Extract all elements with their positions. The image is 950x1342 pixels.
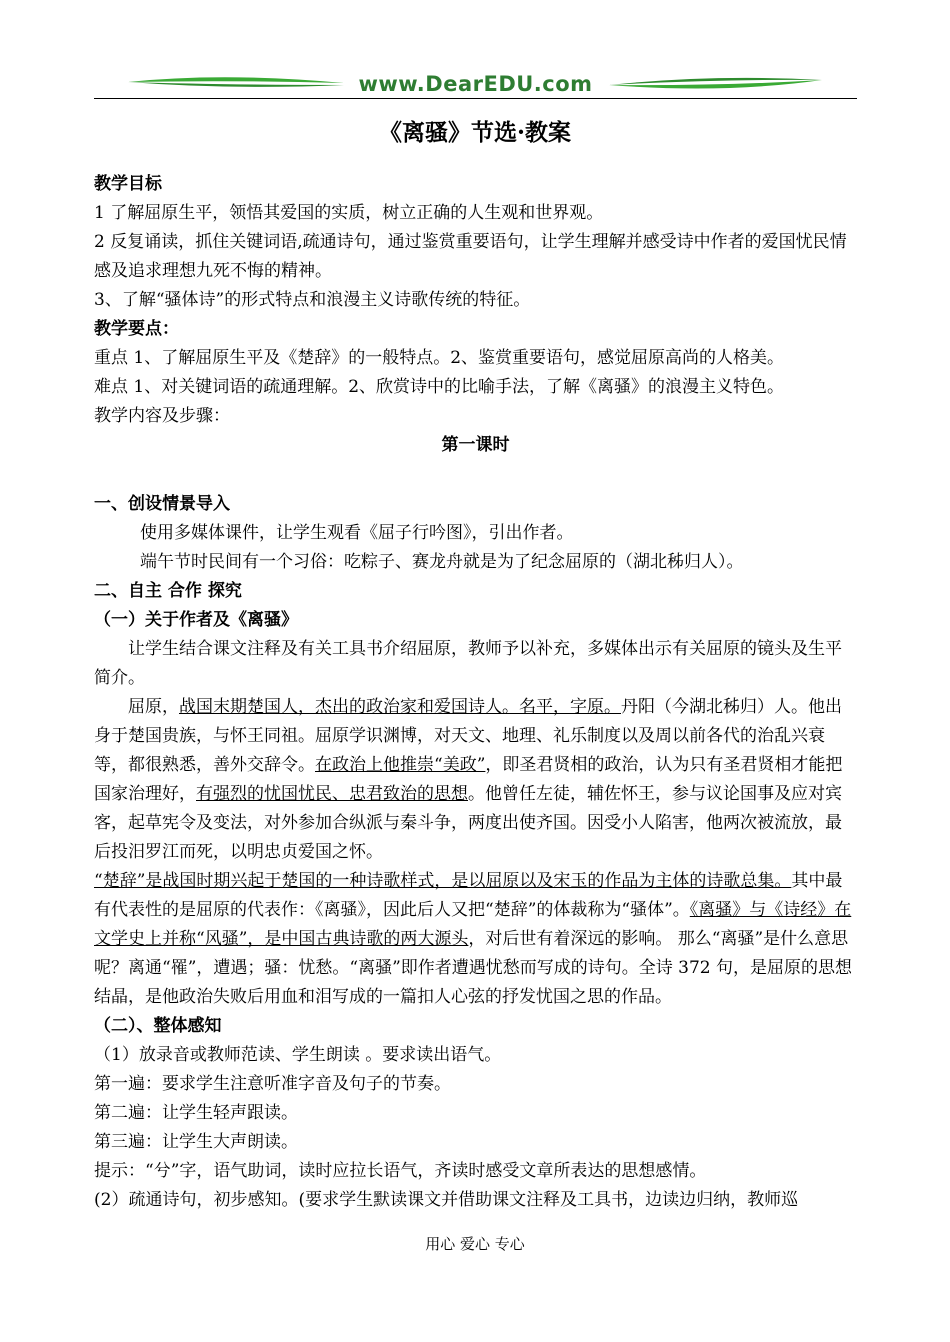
document-body xyxy=(94,170,857,1215)
biography-paragraph xyxy=(94,693,857,867)
goals-heading: 教学目标 xyxy=(94,174,162,194)
steps-label: 教学内容及步骤： xyxy=(94,406,230,426)
lesson-title: 第一课时 xyxy=(441,435,510,455)
chuci-paragraph xyxy=(94,867,857,1012)
reading-first-pass: 第一遍：要求学生注意听准字音及句子的节奏。 xyxy=(94,1074,451,1094)
bio-text: 丹阳（今湖北秭归）人。他出身于楚国贵族，与怀王同祖。屈原学识渊博，对天文、地理、礼乐制度以及周以前各代的治乱兴衰等，都很熟悉，善外交辞令。 xyxy=(94,697,842,775)
part2-heading: 二、自主 合作 探究 xyxy=(94,581,242,601)
subsection-2-heading: （二）、整体感知 xyxy=(94,1016,222,1036)
header-divider xyxy=(94,98,857,99)
chuci-text: 其中最有代表性的是屈原的代表作：《离骚》，因此后人又把“楚辞”的体裁称为“骚体”。 xyxy=(94,871,843,920)
bio-text: 。他曾任左徒，辅佐怀王，参与议论国事及应对宾客，起草宪令及变法，对外参加合纵派与秦斗争，两度出使齐国。因受小人陷害，他两次被流放，最后投汨罗江而死，以明忠贞爱国之怀。 xyxy=(94,784,842,862)
part1-paragraph-1: 使用多媒体课件，让学生观看《屈子行吟图》，引出作者。 xyxy=(140,523,574,543)
reading-tip: 提示：“兮”字，语气助词，读时应拉长语气，齐读时感受文章所表达的思想感情。 xyxy=(94,1161,707,1181)
blank-line xyxy=(94,460,857,490)
goal-item-3: 3、了解“骚体诗”的形式特点和浪漫主义诗歌传统的特征。 xyxy=(94,290,531,310)
page-footer: 用心 爱心 专心 xyxy=(425,1235,525,1253)
reading-step-2: (2）疏通诗句，初步感知。(要求学生默读课文并借助课文注释及工具书，边读边归纳，教师巡 xyxy=(94,1190,799,1210)
subsection-1-heading: （一）关于作者及《离骚》 xyxy=(94,610,298,630)
reading-third-pass: 第三遍：让学生大声朗读。 xyxy=(94,1132,298,1152)
reading-second-pass: 第二遍：让学生轻声跟读。 xyxy=(94,1103,298,1123)
page-title: 《离骚》节选·教案 xyxy=(378,119,571,146)
bio-underlined: 有强烈的忧国忧民、忠君致治的思想 xyxy=(196,784,468,804)
bio-underlined: 战国末期楚国人，杰出的政治家和爱国诗人。名平，字原。 xyxy=(179,697,621,717)
reading-step-1: （1）放录音或教师范读、学生朗读 。要求读出语气。 xyxy=(94,1045,502,1065)
bio-text: ，即圣君贤相的政治，认为只有圣君贤相才能把国家治理好， xyxy=(94,755,843,804)
bio-underlined: 在政治上他推崇“美政” xyxy=(315,755,486,775)
chuci-text: ，对后世有着深远的影响。 那么“离骚”是什么意思呢？离通“罹”，遭遇；骚：忧愁。“离骚”即作者遭遇忧愁而写成的诗句。全诗 372 句，是屈原的思想结晶，是他政治失败后用血和泪写成的一篇扣人心弦的抒发忧国之思的作品。 xyxy=(94,929,853,1007)
site-logo-text[interactable]: www.DearEDU.com xyxy=(358,72,593,96)
chuci-underlined: “楚辞”是战国时期兴起于楚国的一种诗歌样式，是以屈原以及宋玉的作品为主体的诗歌总集。 xyxy=(94,871,792,891)
goal-item-1: 1 了解屈原生平，领悟其爱国的实质，树立正确的人生观和世界观。 xyxy=(94,203,604,223)
bio-text: 屈原， xyxy=(128,697,179,717)
part1-heading: 一、创设情景导入 xyxy=(94,494,230,514)
difficulties-text: 难点 1、对关键词语的疏通理解。2、欣赏诗中的比喻手法，了解《离骚》的浪漫主义特色。 xyxy=(94,377,785,397)
chuci-underlined: 《离骚》与《诗经》在文学史上并称“风骚”，是中国古典诗歌的两大源头 xyxy=(94,900,852,949)
key-points-text: 重点 1、了解屈原生平及《楚辞》的一般特点。2、鉴赏重要语句，感觉屈原高尚的人格美。 xyxy=(94,348,785,368)
author-intro-paragraph: 让学生结合课文注释及有关工具书介绍屈原，教师予以补充，多媒体出示有关屈原的镜头及生平简介。 xyxy=(94,639,842,688)
part1-paragraph-2: 端午节时民间有一个习俗：吃粽子、赛龙舟就是为了纪念屈原的（湖北秭归人）。 xyxy=(140,552,744,572)
key-points-heading: 教学要点： xyxy=(94,319,179,339)
goal-item-2: 2 反复诵读，抓住关键词语,疏通诗句，通过鉴赏重要语句，让学生理解并感受诗中作者的爱国忧民情感及追求理想九死不悔的精神。 xyxy=(94,232,847,281)
